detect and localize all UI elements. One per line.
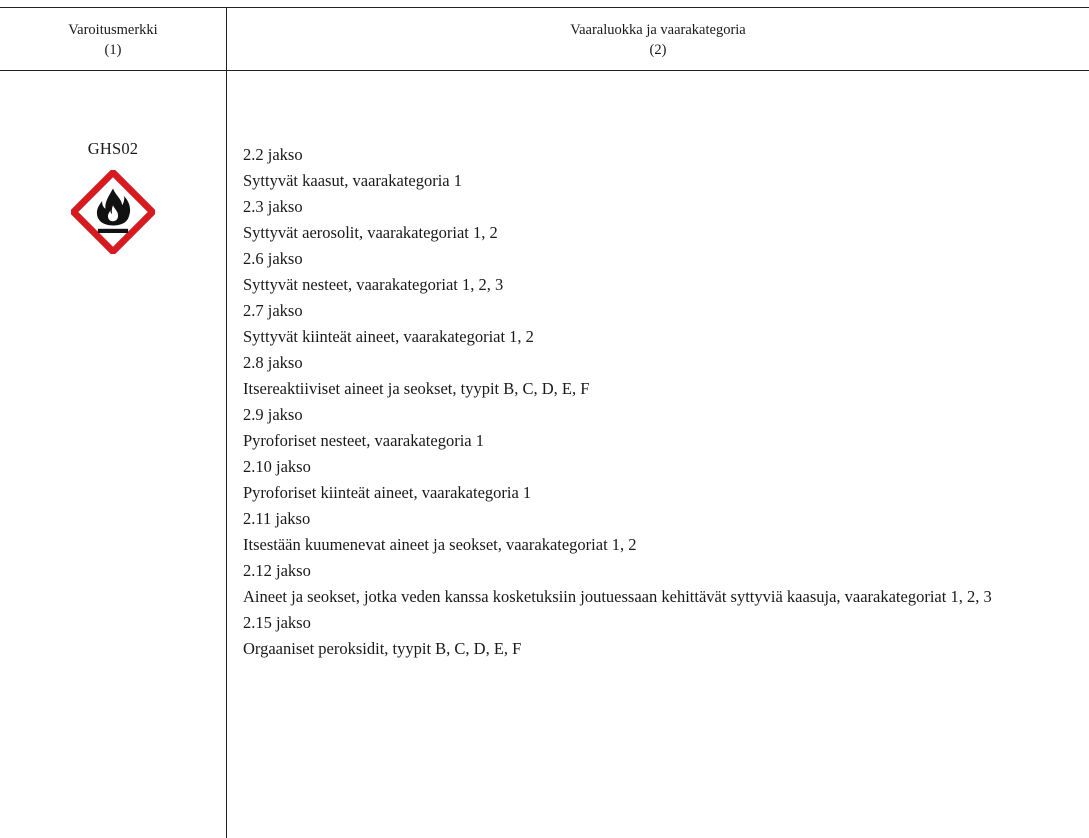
section-reference: 2.3 jakso xyxy=(243,197,303,216)
hazard-class-entry: Aineet ja seokset, jotka veden kanssa kosketuksiin joutuessaan kehittävät syttyviä kaasuja, vaarakategoriat 1, 2, 3 xyxy=(243,587,992,606)
header-hazard-class-column xyxy=(227,20,1089,60)
hazard-class-entry: Itsestään kuumenevat aineet ja seokset, vaarakategoriat 1, 2 xyxy=(243,535,637,554)
hazard-class-entry: Syttyvät nesteet, vaarakategoriat 1, 2, 3 xyxy=(243,275,504,294)
section-reference: 2.9 jakso xyxy=(243,405,303,424)
section-reference: 2.8 jakso xyxy=(243,353,303,372)
table-header-rule xyxy=(0,70,1089,71)
header-col1-number: (1) xyxy=(104,42,122,58)
header-pictogram-column xyxy=(0,20,226,60)
hazard-class-entry: Syttyvät kaasut, vaarakategoria 1 xyxy=(243,171,463,190)
hazard-class-entry: Syttyvät aerosolit, vaarakategoriat 1, 2 xyxy=(243,223,498,242)
table-top-rule xyxy=(0,7,1089,8)
flame-hazard-pictogram-icon xyxy=(71,170,155,254)
section-reference: 2.7 jakso xyxy=(243,301,303,320)
hazard-class-entry: Itsereaktiiviset aineet ja seokset, tyypit B, C, D, E, F xyxy=(243,379,590,398)
hazard-class-entry: Pyroforiset kiinteät aineet, vaarakategoria 1 xyxy=(243,483,532,502)
hazard-class-list xyxy=(243,145,1073,665)
hazard-class-entry: Syttyvät kiinteät aineet, vaarakategoriat 1, 2 xyxy=(243,327,534,346)
section-reference: 2.15 jakso xyxy=(243,613,311,632)
column-divider xyxy=(226,7,227,838)
hazard-class-entry: Pyroforiset nesteet, vaarakategoria 1 xyxy=(243,431,484,450)
header-col2-title: Vaaraluokka ja vaarakategoria xyxy=(570,22,746,38)
section-reference: 2.10 jakso xyxy=(243,457,311,476)
header-col2-number: (2) xyxy=(649,42,667,58)
section-reference: 2.12 jakso xyxy=(243,561,311,580)
pictogram-cell xyxy=(0,138,226,254)
section-reference: 2.6 jakso xyxy=(243,249,303,268)
section-reference: 2.11 jakso xyxy=(243,509,311,528)
hazard-class-entry: Orgaaniset peroksidit, tyypit B, C, D, E, F xyxy=(243,639,522,658)
pictogram-code: GHS02 xyxy=(87,139,139,158)
section-reference: 2.2 jakso xyxy=(243,145,303,164)
header-col1-title: Varoitusmerkki xyxy=(68,22,158,38)
